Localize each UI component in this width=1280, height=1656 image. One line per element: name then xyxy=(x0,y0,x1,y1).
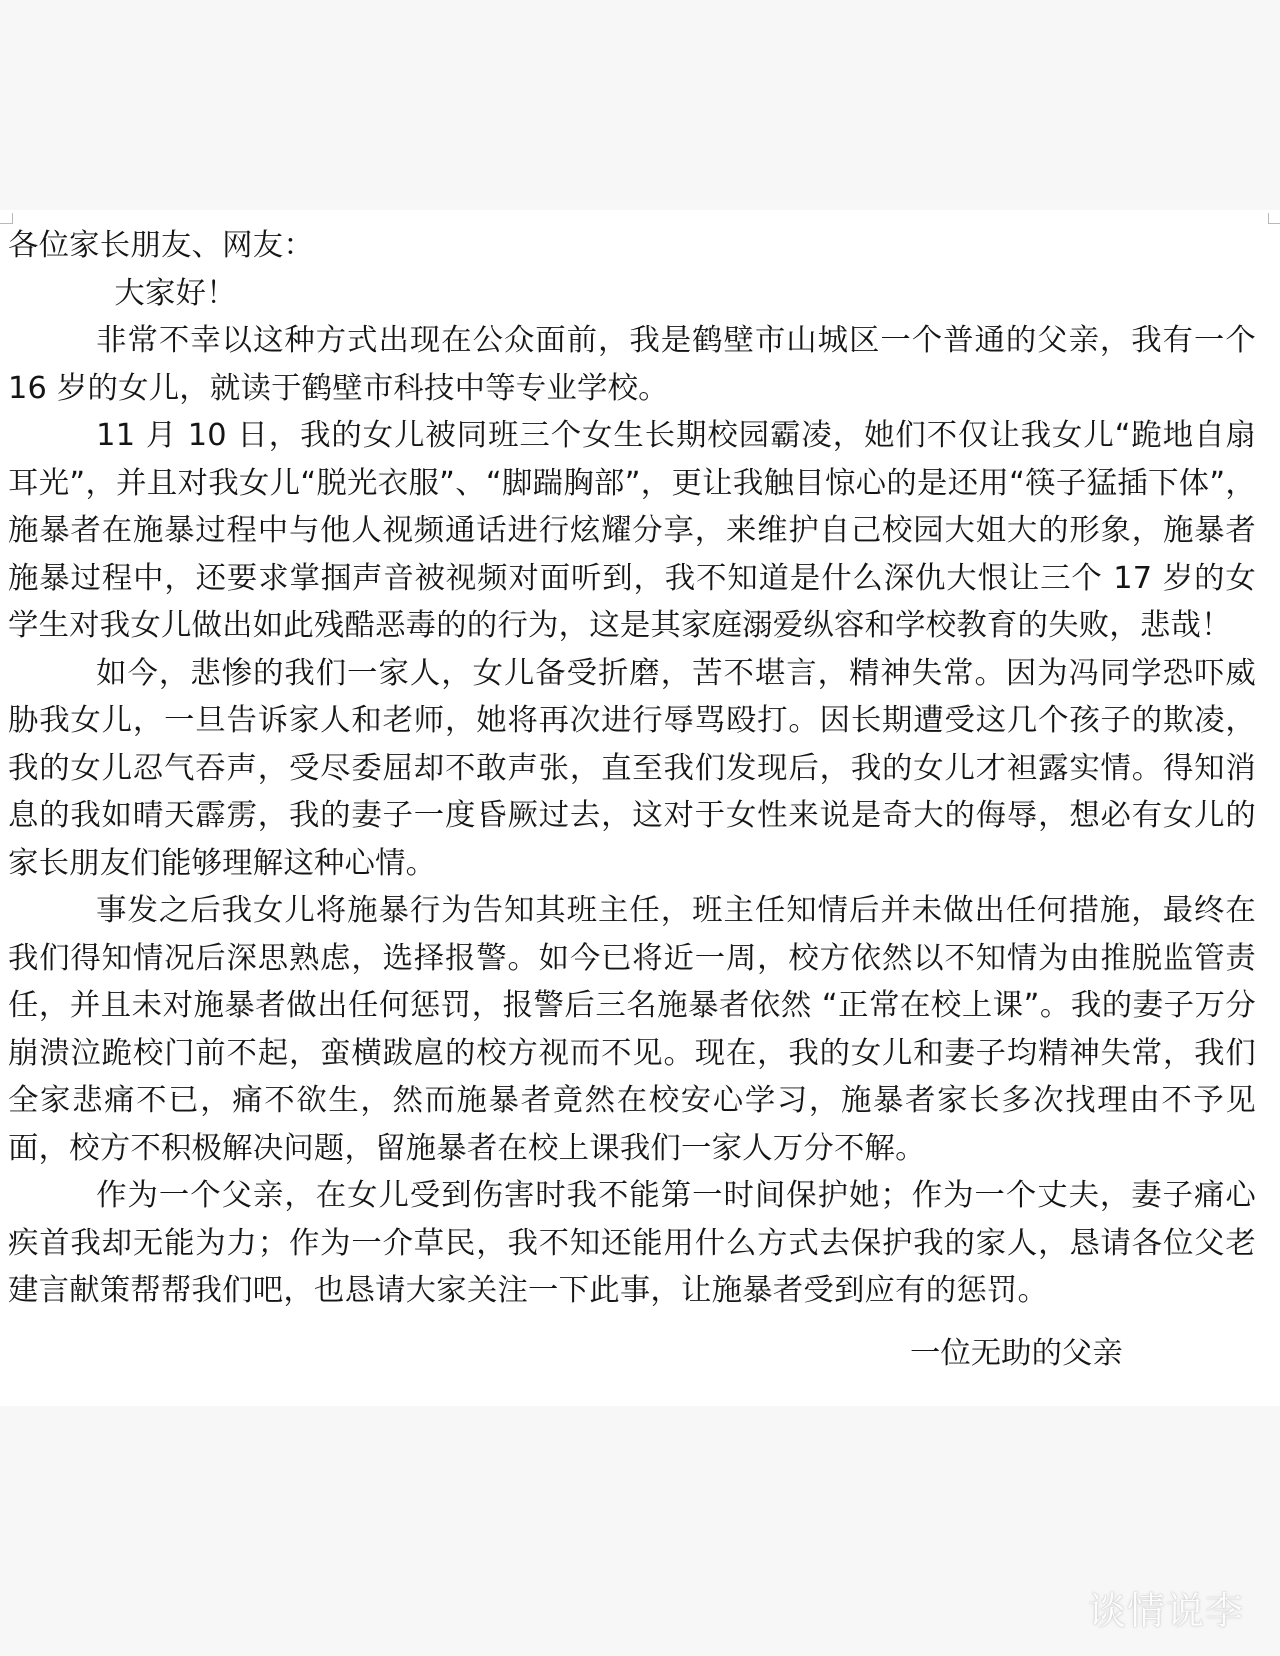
watermark-text: 谈情说李 xyxy=(1088,1589,1245,1633)
paragraph-incident: 11 月 10 日，我的女儿被同班三个女生长期校园霸凌，她们不仅让我女儿“跪地自扇耳光”，并且对我女儿“脱光衣服”、“脚踹胸部”，更让我触目惊心的是还用“筷子猛插下体”，施暴者在施暴过程中与他人视频通话进行炫耀分享，来维护自己校园大姐大的形象，施暴者施暴过程中，还要求掌掴声音被视频对面听到，我不知道是什么深仇大恨让三个 17 岁的女学生对我女儿做出如此残酷恶毒的的行为，这是其家庭溺爱纵容和学校教育的失败，悲哉！ xyxy=(8,418,1256,643)
top-blank-area xyxy=(0,0,1280,210)
letter-signature: 一位无助的父亲 xyxy=(910,1336,1123,1371)
right-margin-marker xyxy=(1268,213,1280,224)
paragraph-school-response: 事发之后我女儿将施暴行为告知其班主任，班主任知情后并未做出任何措施，最终在我们得知情况后深思熟虑，选择报警。如今已将近一周，校方依然以不知情为由推脱监管责任，并且未对施暴者做出任何惩罚，报警后三名施暴者依然 “正常在校上课”。我的妻子万分崩溃泣跪校门前不起，蛮横跋扈的校方视而不见。现在，我的女儿和妻子均精神失常，我们全家悲痛不已，痛不欲生，然而施暴者竟然在校安心学习，施暴者家长多次找理由不予见面，校方不积极解决问题，留施暴者在校上课我们一家人万分不解。 xyxy=(8,893,1256,1166)
letter-salutation: 各位家长朋友、网友： xyxy=(8,228,314,263)
paragraph-introduction: 非常不幸以这种方式出现在公众面前，我是鹤壁市山城区一个普通的父亲，我有一个 16 岁的女儿，就读于鹤壁市科技中等专业学校。 xyxy=(8,323,1256,406)
letter-body xyxy=(8,222,1256,1315)
paragraph-family-suffering: 如今，悲惨的我们一家人，女儿备受折磨，苦不堪言，精神失常。因为冯同学恐吓威胁我女儿，一旦告诉家人和老师，她将再次进行辱骂殴打。因长期遭受这几个孩子的欺凌，我的女儿忍气吞声，受尽委屈却不敢声张，直至我们发现后，我的女儿才袒露实情。得知消息的我如晴天霹雳，我的妻子一度昏厥过去，这对于女性来说是奇大的侮辱，想必有女儿的家长朋友们能够理解这种心情。 xyxy=(8,655,1256,881)
paragraph-appeal: 作为一个父亲，在女儿受到伤害时我不能第一时间保护她；作为一个丈夫，妻子痛心疾首我却无能为力；作为一介草民，我不知还能用什么方式去保护我的家人，恳请各位父老建言献策帮帮我们吧，也恳请大家关注一下此事，让施暴者受到应有的惩罚。 xyxy=(8,1178,1256,1308)
letter-greeting: 大家好！ xyxy=(114,275,237,311)
